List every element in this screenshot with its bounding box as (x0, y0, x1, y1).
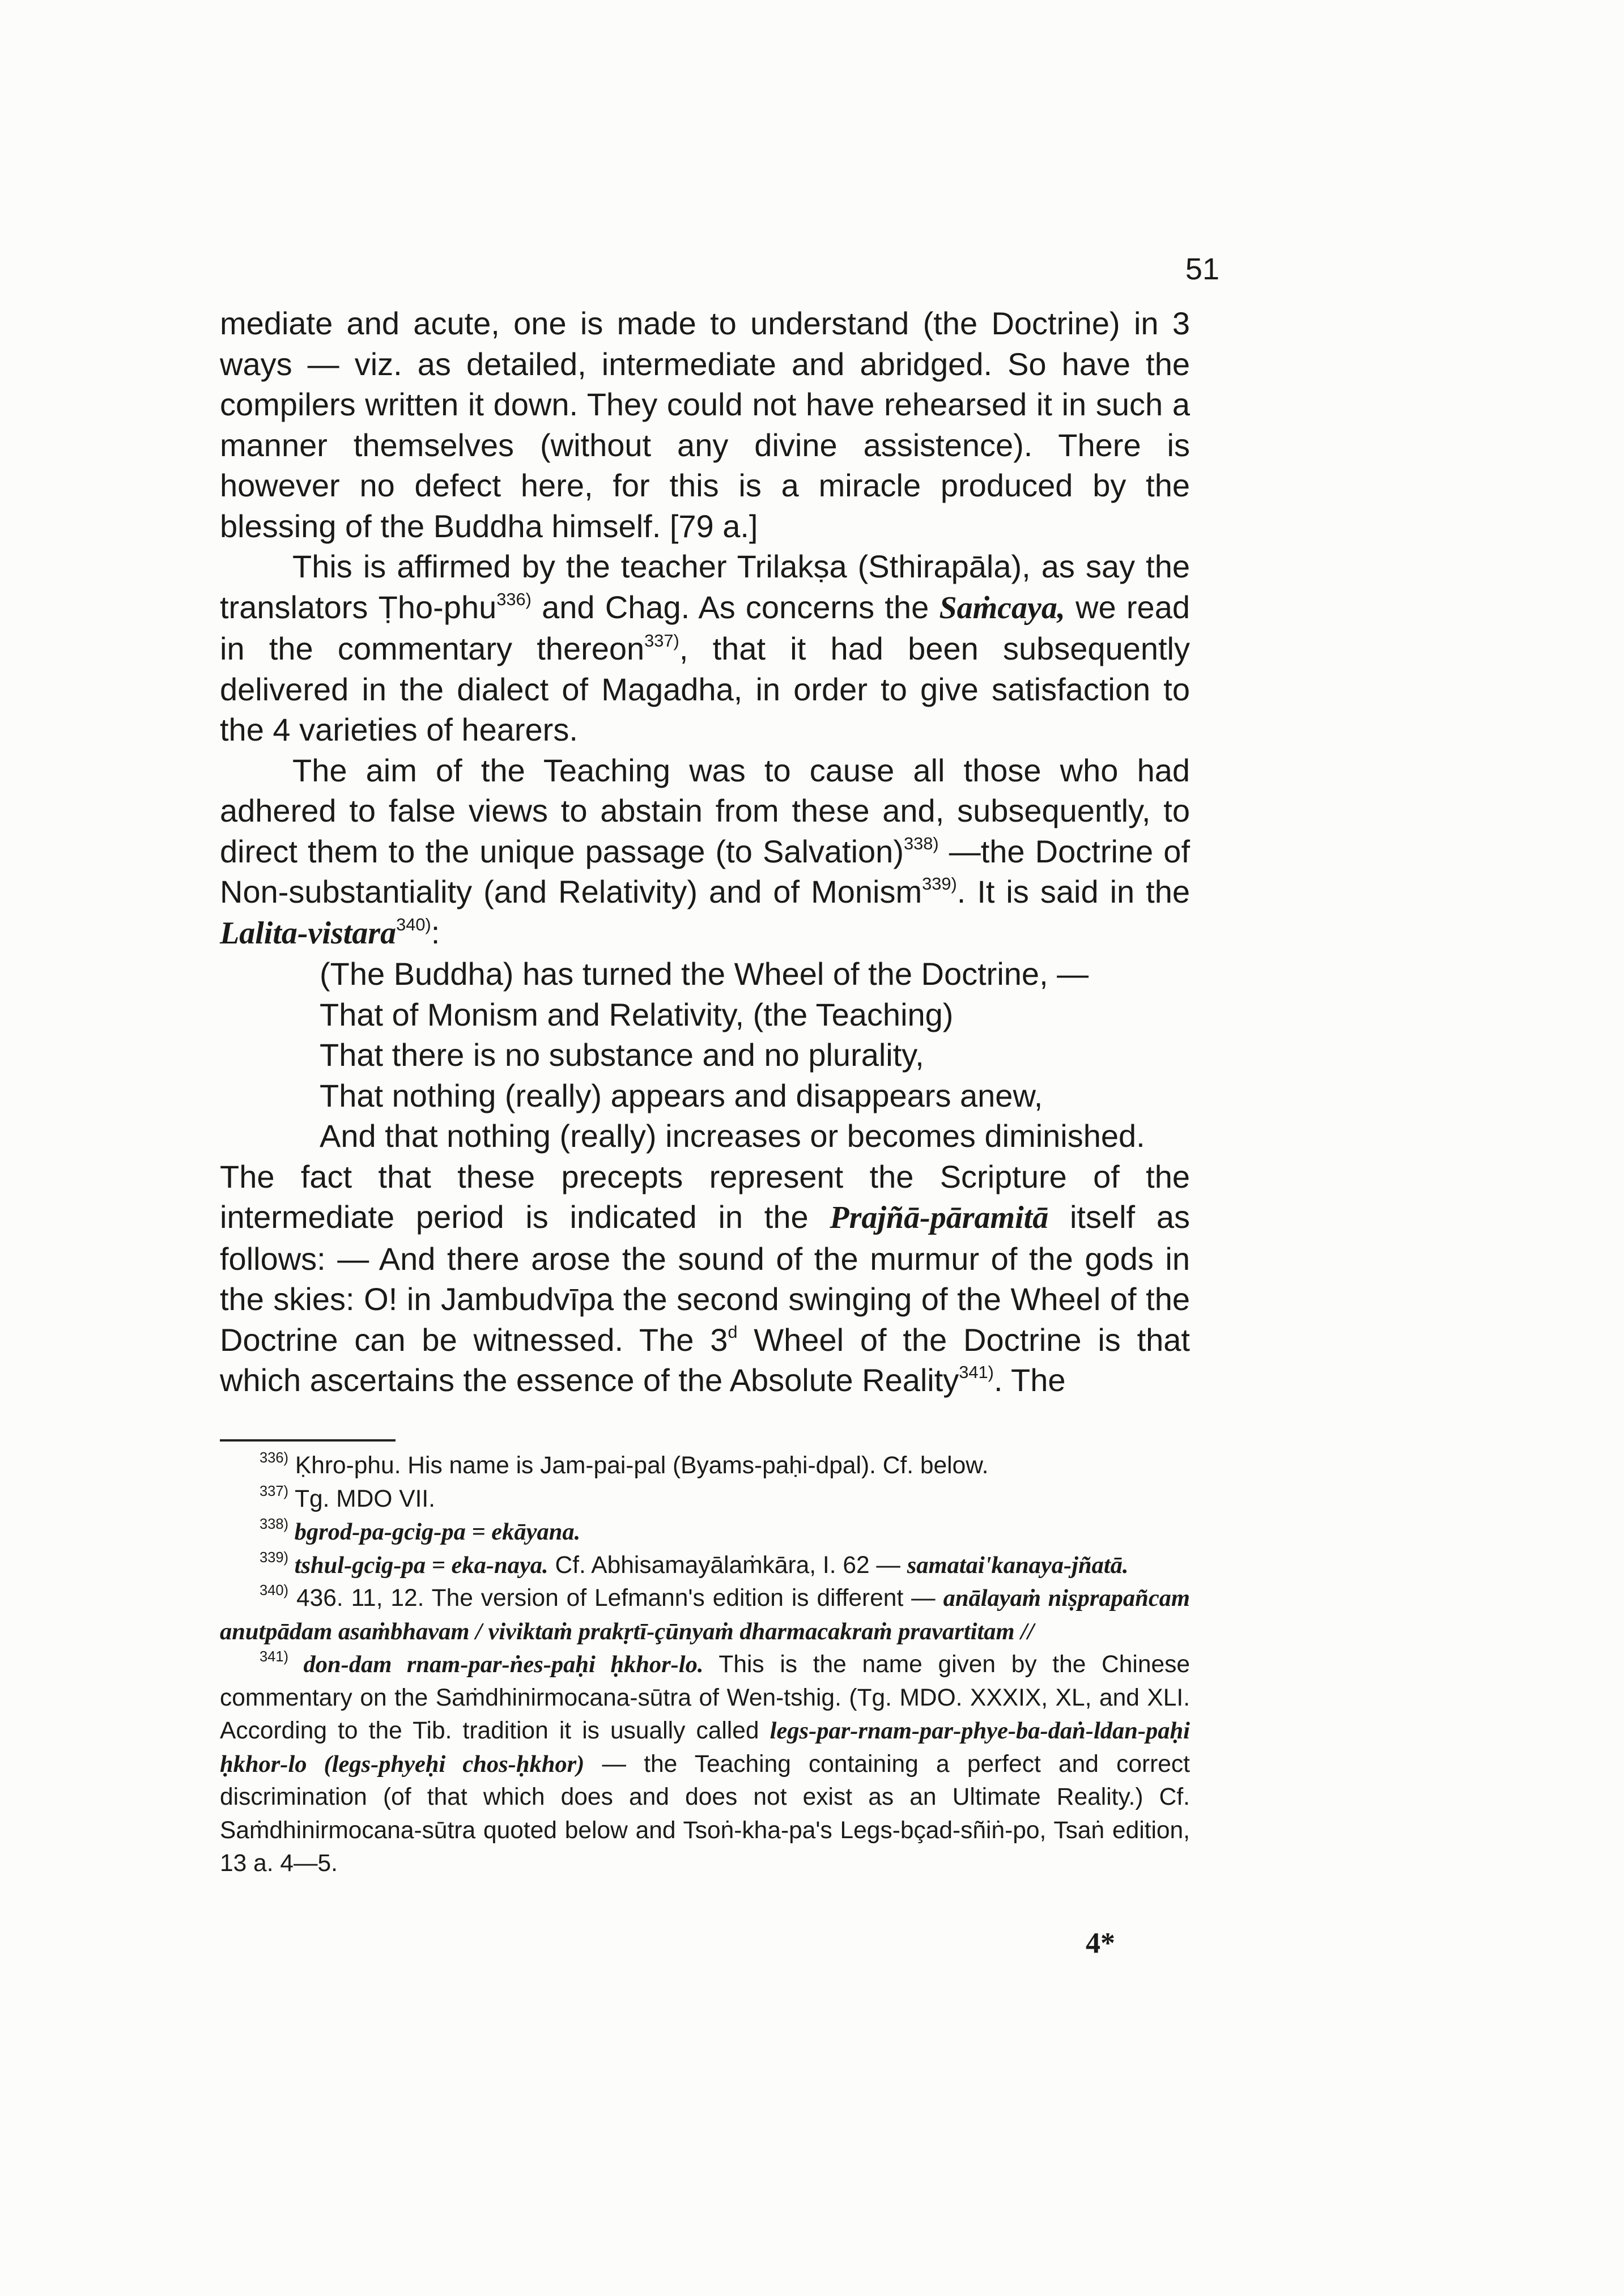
footnote-term: samatai'kanaya-jñatā. (907, 1551, 1129, 1579)
paragraph-4 (220, 1156, 1190, 1401)
footnote-336 (220, 1449, 1190, 1483)
footnote-ref-339: 339) (922, 873, 957, 894)
verse-line: And that nothing (really) increases or becomes diminished. (320, 1118, 1145, 1154)
paragraph-3-text-c: . It is said in the (956, 874, 1190, 909)
footnote-term: anālayaṁ niṣprapañcam anutpādam asaṁbhavam / viviktaṁ prakṛtī-çūnyaṁ dharmacakraṁ pravartitam // (220, 1585, 1190, 1645)
title-samcaya: Saṁcaya, (939, 590, 1065, 626)
footnote-number: 338) (260, 1516, 289, 1532)
footnote-number: 341) (260, 1648, 289, 1665)
footnote-separator (220, 1439, 396, 1442)
title-lalita-vistara: Lalita-vistara (220, 915, 397, 951)
footnote-337 (220, 1483, 1190, 1516)
footnote-text: — the Teaching containing a perfect and correct discrimination (of that which does and does not exist as an Ultimate Reality.) Cf. Saṁdhinirmocana-sūtra quoted below and Tsoṅ-kha-pa's Legs-bçad-sñiṅ-po, Tsaṅ edition, 13 a. 4—5. (220, 1750, 1190, 1877)
paragraph-2 (220, 546, 1190, 750)
verse-quotation (220, 954, 1190, 1156)
paragraph-2-text-a: This is affirmed by the teacher Trilakṣa (Sthirapāla), as say the translators Ṭho-phu (220, 549, 1190, 625)
footnote-term: don-dam rnam-par-ṅes-paḥi ḥkhor-lo. (288, 1651, 704, 1678)
footnote-ref-336: 336) (496, 589, 532, 609)
footnote-341 (220, 1648, 1190, 1881)
footnote-ref-341: 341) (959, 1362, 994, 1382)
page-number: 51 (1185, 252, 1219, 286)
paragraph-4-text-d: . The (993, 1362, 1066, 1398)
footnote-term: tshul-gcig-pa = eka-naya. (288, 1551, 549, 1579)
verse-line: That there is no substance and no plurality, (320, 1037, 924, 1073)
footnote-text: 436. 11, 12. The version of Lefmann's edition is different — (288, 1585, 943, 1612)
footnote-ref-340: 340) (396, 914, 431, 934)
paragraph-2-text-b: and Chag. As concerns the (531, 589, 939, 625)
verse-line: That of Monism and Relativity, (the Teaching) (320, 996, 954, 1032)
footnote-number: 340) (260, 1582, 289, 1598)
ordinal-suffix: d (728, 1321, 738, 1342)
footnote-term: legs-par-rnam-par-phye-ba-daṅ-ldan-paḥi ḥkhor-lo (legs-phyeḥi chos-ḥkhor) (220, 1717, 1190, 1778)
footnote-339 (220, 1549, 1190, 1583)
paragraph-2-text-d: , that it had been subsequently delivered in the dialect of Magadha, in order to give satisfaction to the 4 varieties of hearers. (220, 631, 1191, 747)
footnote-text: This is the name given by the Chinese commentary on the Saṁdhinirmocana-sūtra of Wen-tshig. (Tg. MDO. XXXIX, XL, and XLI. According to the Tib. tradition it is usually called (220, 1651, 1190, 1744)
footnote-number: 336) (260, 1449, 289, 1466)
footnote-text: Tg. MDO VII. (288, 1485, 436, 1512)
footnotes (220, 1449, 1190, 1881)
paragraph-3-text-a: The aim of the Teaching was to cause all those who had adhered to false views to abstain from these and, subsequently, to direct them to the unique passage (to Salvation) (220, 752, 1190, 869)
main-text (220, 303, 1190, 1401)
title-prajna-paramita: Prajñā-pāramitā (830, 1200, 1049, 1235)
paragraph-2-text-c: we read in the commentary thereon (220, 589, 1190, 666)
paragraph-4-text-c: Wheel of the Doctrine is that which ascertains the essence of the Absolute Reality (220, 1321, 1190, 1398)
footnote-number: 337) (260, 1483, 289, 1499)
footnote-340 (220, 1582, 1190, 1648)
footnote-ref-338: 338) (903, 833, 939, 853)
paragraph-1: mediate and acute, one is made to understand (the Doctrine) in 3 ways — viz. as detailed, intermediate and abridged. So have the compilers written it down. They could not have rehearsed it in such a manner themselves (without any divine assistence). There is however no defect here, for this is a miracle produced by the blessing of the Buddha himself. [79 a.] (220, 305, 1190, 544)
paragraph-3-text-d: : (431, 914, 440, 950)
signature-mark: 4* (1086, 1927, 1115, 1959)
footnote-number: 339) (260, 1549, 289, 1566)
verse-line: That nothing (really) appears and disappears anew, (320, 1077, 1043, 1113)
paragraph-4-text-a: The fact that these precepts represent the Scripture of the intermediate period is indicated in the (220, 1158, 1190, 1235)
footnote-text: Cf. Abhisamayālaṁkāra, I. 62 — (548, 1551, 907, 1579)
paragraph-3-text-b: —the Doctrine of Non-substantiality (and Relativity) and of Monism (220, 833, 1191, 909)
footnote-text: Ḳhro-phu. His name is Jam-pai-pal (Byams-paḥi-dpal). Cf. below. (288, 1452, 989, 1479)
paragraph-3 (220, 750, 1190, 954)
footnote-term: bgrod-pa-gcig-pa = ekāyana. (288, 1519, 581, 1545)
paragraph-4-text-b: itself as follows: — And there arose the sound of the murmur of the gods in the skies: O! in Jambudvīpa the second swinging of the Wheel of the Doctrine can be witnessed. The 3 (220, 1199, 1190, 1358)
footnote-338 (220, 1516, 1190, 1549)
footnote-ref-337: 337) (644, 630, 679, 650)
verse-line: (The Buddha) has turned the Wheel of the Doctrine, — (320, 956, 1089, 992)
